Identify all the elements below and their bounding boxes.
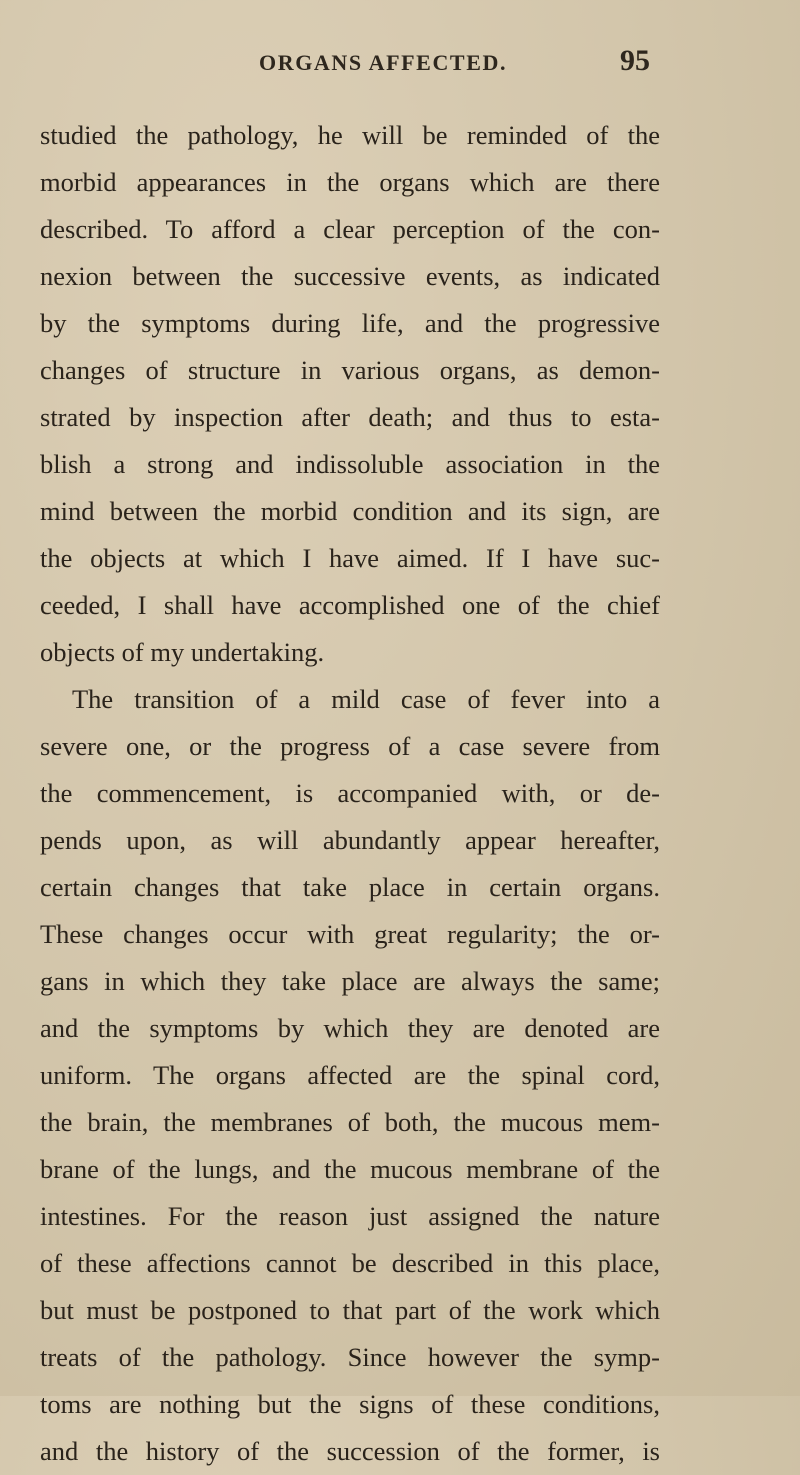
- text-line: the objects at which I have aimed. If I have suc-: [40, 543, 660, 573]
- text-line: studied the pathology, he will be reminded of the: [40, 120, 660, 150]
- text-line: treats of the pathology. Since however the symp-: [40, 1342, 660, 1372]
- text-line: blish a strong and indissoluble association in the: [40, 449, 660, 479]
- text-line: brane of the lungs, and the mucous membrane of the: [40, 1154, 660, 1184]
- text-line: gans in which they take place are always the same;: [40, 966, 660, 996]
- text-line: changes of structure in various organs, as demon-: [40, 355, 660, 385]
- text-line: These changes occur with great regularity; the or-: [40, 919, 660, 949]
- text-line: by the symptoms during life, and the progressive: [40, 308, 660, 338]
- paragraph-end-line: objects of my undertaking.: [40, 637, 325, 667]
- running-head: ORGANS AFFECTED.: [259, 50, 508, 75]
- text-line: severe one, or the progress of a case severe from: [40, 731, 660, 761]
- text-line: intestines. For the reason just assigned the nature: [40, 1201, 660, 1231]
- page-header: [0, 44, 800, 84]
- paragraph-start-line: The transition of a mild case of fever into a: [72, 684, 660, 714]
- text-line: and the history of the succession of the former, is: [40, 1436, 660, 1466]
- text-line: strated by inspection after death; and thus to esta-: [40, 402, 660, 432]
- text-line: morbid appearances in the organs which are there: [40, 167, 660, 197]
- text-line: of these affections cannot be described in this place,: [40, 1248, 660, 1278]
- text-line: but must be postponed to that part of the work which: [40, 1295, 660, 1325]
- text-line: pends upon, as will abundantly appear hereafter,: [40, 825, 660, 855]
- text-line: mind between the morbid condition and its sign, are: [40, 496, 660, 526]
- text-line: the brain, the membranes of both, the mucous mem-: [40, 1107, 660, 1137]
- text-line: nexion between the successive events, as indicated: [40, 261, 660, 291]
- text-line: and the symptoms by which they are denoted are: [40, 1013, 660, 1043]
- text-line: described. To afford a clear perception of the con-: [40, 214, 660, 244]
- text-line: the commencement, is accompanied with, or de-: [40, 778, 660, 808]
- body-text: [40, 112, 660, 1475]
- text-line: uniform. The organs affected are the spinal cord,: [40, 1060, 660, 1090]
- text-line: ceeded, I shall have accomplished one of the chief: [40, 590, 660, 620]
- text-line: toms are nothing but the signs of these conditions,: [40, 1389, 660, 1419]
- text-line: certain changes that take place in certain organs.: [40, 872, 660, 902]
- page-number: 95: [620, 44, 650, 77]
